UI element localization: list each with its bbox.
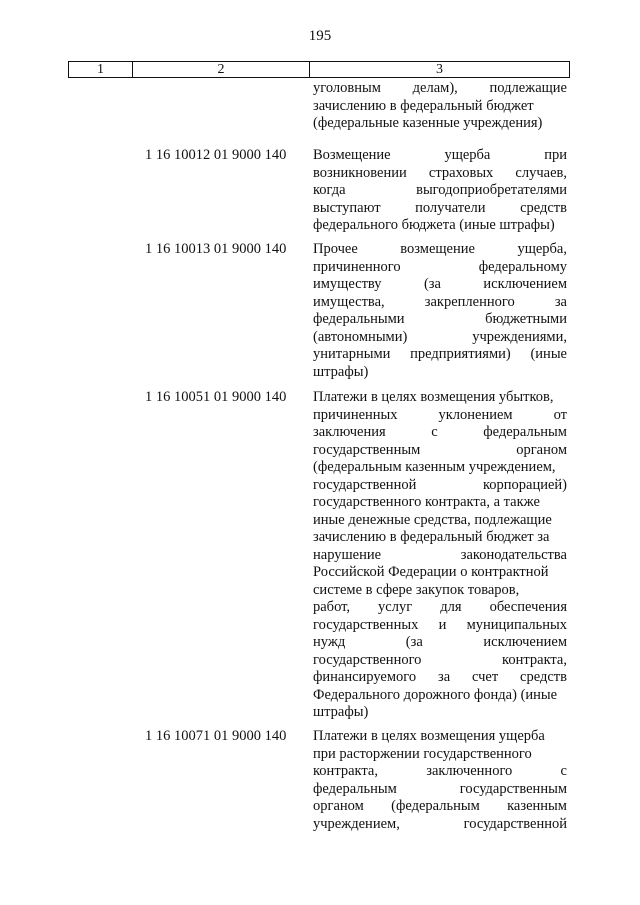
description-word: Федерального дорожного фонда) (иные [313, 686, 558, 703]
description-line [313, 704, 567, 722]
description-word: штрафы) [313, 704, 369, 720]
description-word: причиненного [313, 258, 401, 275]
description-word: (федеральным [391, 798, 480, 814]
budget-code: 1 16 10051 01 9000 140 [145, 389, 287, 405]
description-word: государственного [313, 651, 422, 668]
description-word: государственной [313, 476, 417, 493]
description-word: финансируемого [313, 669, 417, 685]
entry-description [313, 389, 567, 722]
description-word: федеральным [313, 780, 397, 797]
description-line [313, 389, 567, 407]
description-line [313, 294, 567, 312]
description-word: исключением [483, 276, 567, 292]
description-word: Платежи в целях возмещения ущерба [313, 728, 545, 744]
description-line [313, 407, 567, 425]
column-header-table [68, 61, 570, 78]
description-word: ущерба [444, 147, 491, 163]
description-line [313, 687, 567, 705]
description-word: средств [520, 669, 567, 685]
budget-code: 1 16 10013 01 9000 140 [145, 241, 287, 257]
description-word: федеральному [478, 258, 567, 275]
description-word: учреждениями, [472, 328, 567, 345]
description-word: федеральным [483, 424, 567, 440]
description-word: федеральными [313, 311, 405, 327]
description-word: органом [516, 441, 567, 458]
description-word: (за [423, 276, 441, 292]
description-line [313, 165, 567, 183]
description-word: казенным [507, 798, 567, 814]
description-line [313, 529, 567, 547]
description-line [313, 669, 567, 687]
description-word: заключенного [426, 763, 513, 779]
description-word: учреждением, [313, 815, 400, 832]
description-line [313, 346, 567, 364]
description-word: Возмещение [313, 147, 391, 163]
budget-code: 1 16 10012 01 9000 140 [145, 147, 287, 163]
description-line [313, 652, 567, 670]
description-word: и [438, 616, 447, 633]
entry-description [313, 147, 567, 235]
description-word: нарушение [313, 546, 382, 563]
description-word: зачислению в федеральный бюджет [313, 97, 534, 114]
description-word: выступают [313, 199, 381, 216]
column-header-1: 1 [69, 62, 133, 78]
description-word: государственным [313, 441, 421, 458]
description-word: услуг [378, 599, 413, 615]
description-word: государственных [313, 616, 419, 633]
description-word: закрепленного [424, 293, 515, 310]
description-word: законодательства [460, 546, 567, 563]
description-word: государственной [463, 815, 567, 832]
description-line [313, 364, 567, 382]
description-line [313, 564, 567, 582]
description-word: государственного контракта, а также [313, 494, 540, 510]
description-word: корпорацией) [482, 476, 567, 493]
entry-description [313, 728, 567, 833]
description-word: делам), [412, 80, 458, 96]
description-word: счет [471, 669, 499, 685]
description-line [313, 512, 567, 530]
description-word: имуществу [313, 276, 382, 292]
description-word: заключения [313, 424, 386, 440]
entry-description [313, 241, 567, 381]
description-line [313, 599, 567, 617]
description-word: при [544, 147, 567, 163]
description-word: зачислению в федеральный бюджет за [313, 529, 550, 545]
description-word: (за [405, 634, 423, 650]
description-word: контракта, [313, 763, 378, 779]
description-line [313, 80, 567, 98]
description-line [313, 115, 567, 133]
description-word: с [560, 763, 567, 779]
description-word: ущерба, [517, 241, 567, 257]
description-word: контракта, [502, 651, 567, 668]
description-line [313, 182, 567, 200]
description-word: когда [313, 182, 346, 198]
description-line [313, 200, 567, 218]
description-word: Прочее [313, 241, 358, 257]
description-line [313, 98, 567, 116]
description-line [313, 547, 567, 565]
description-line [313, 617, 567, 635]
description-word: получатели [415, 199, 486, 216]
description-word: исключением [483, 634, 567, 650]
description-line [313, 442, 567, 460]
description-line [313, 147, 567, 165]
description-line [313, 798, 567, 816]
description-line [313, 217, 567, 235]
description-word: за [554, 293, 567, 310]
description-word: случаев, [515, 164, 567, 181]
description-word: федерального бюджета (иные штрафы) [313, 217, 555, 233]
description-word: предприятиями) [410, 346, 511, 362]
description-word: при расторжении государственного [313, 745, 532, 762]
description-line [313, 746, 567, 764]
continuation-description [313, 80, 567, 133]
description-word: штрафы) [313, 363, 369, 380]
description-word: бюджетными [485, 311, 567, 327]
description-line [313, 582, 567, 600]
description-word: (автономными) [313, 328, 408, 345]
description-word: Российской Федерации о контрактной [313, 564, 549, 580]
description-word: государственным [459, 780, 567, 797]
description-line [313, 259, 567, 277]
column-header-row [69, 62, 570, 78]
column-header-3: 3 [310, 62, 570, 78]
description-word: причиненных [313, 406, 398, 423]
description-word: обеспечения [489, 599, 567, 615]
description-word: возникновении [313, 164, 407, 181]
description-line [313, 763, 567, 781]
description-line [313, 816, 567, 834]
description-line [313, 311, 567, 329]
description-word: (федеральные казенные учреждения) [313, 115, 543, 131]
description-line [313, 276, 567, 294]
description-line [313, 781, 567, 799]
description-line [313, 634, 567, 652]
description-word: страховых [428, 164, 494, 181]
description-word: муниципальных [466, 616, 567, 633]
description-word: (федеральным казенным учреждением, [313, 459, 556, 475]
budget-code: 1 16 10071 01 9000 140 [145, 728, 287, 744]
description-line [313, 459, 567, 477]
description-word: иные денежные средства, подлежащие [313, 511, 552, 528]
description-line [313, 494, 567, 512]
description-line [313, 329, 567, 347]
description-word: возмещение [400, 241, 475, 257]
description-word: Платежи в целях возмещения убытков, [313, 389, 554, 405]
description-word: унитарными [313, 346, 391, 362]
description-word: подлежащие [489, 80, 567, 96]
description-word: уклонением [438, 406, 513, 423]
description-word: для [440, 599, 462, 615]
description-word: органом [313, 798, 364, 814]
description-word: имущества, [313, 293, 385, 310]
description-word: от [553, 406, 567, 423]
description-line [313, 424, 567, 442]
description-word: (иные [530, 346, 567, 362]
description-word: средств [520, 199, 567, 216]
description-word: уголовным [313, 80, 381, 96]
description-word: с [431, 424, 438, 440]
description-word: выгодоприобретателями [416, 182, 567, 198]
description-word: за [437, 669, 451, 685]
description-word: работ, [313, 599, 350, 615]
description-word: нужд [313, 634, 346, 650]
column-header-2: 2 [133, 62, 310, 78]
description-line [313, 241, 567, 259]
description-line [313, 728, 567, 746]
page-number: 195 [308, 28, 332, 44]
description-word: системе в сфере закупок товаров, [313, 581, 520, 598]
description-line [313, 477, 567, 495]
